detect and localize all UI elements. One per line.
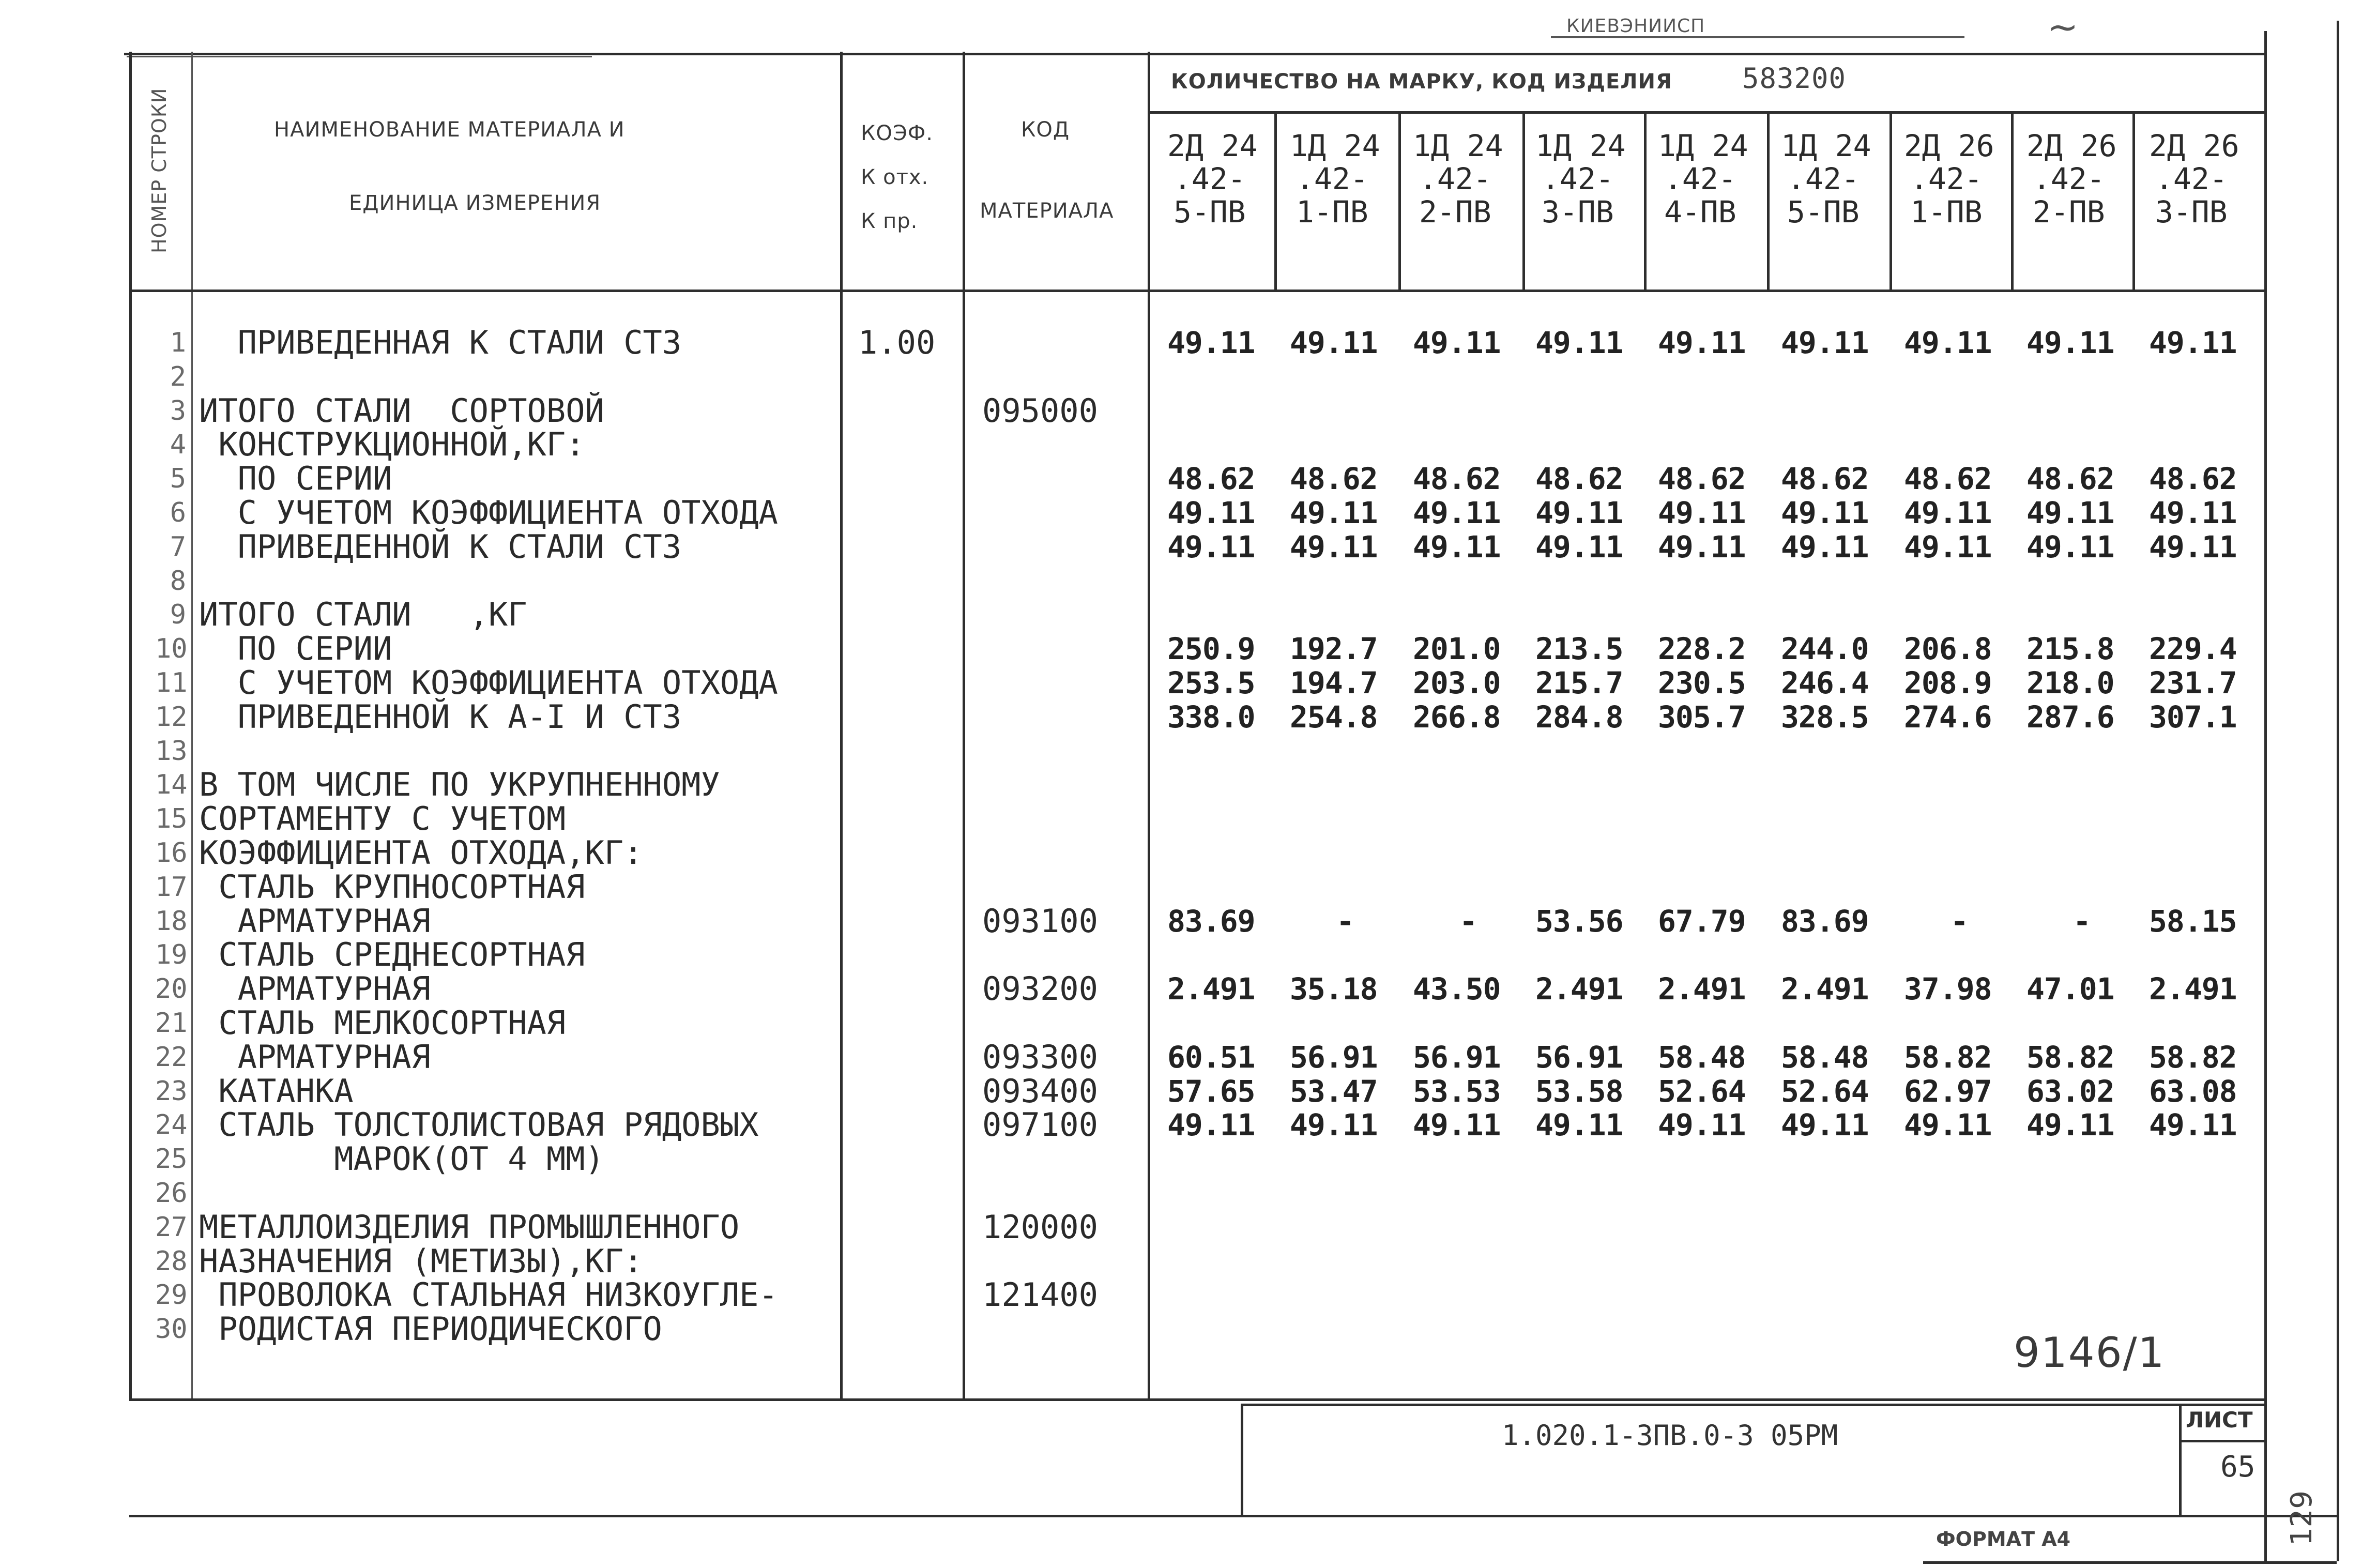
row-number: 12 [155, 702, 188, 733]
row-number: 27 [155, 1212, 188, 1243]
sheet-label: ЛИСТ [2186, 1407, 2253, 1433]
product-code: 583200 [1742, 62, 1847, 95]
row-number-header: НОМЕР СТРОКИ [148, 87, 171, 253]
quantity-value: 253.5 [1167, 665, 1255, 701]
quantity-value: 49.11 [1535, 325, 1623, 360]
code-header-1: КОД [1021, 118, 1070, 142]
mark-header-5-line-1: 1Д 24 [1658, 128, 1748, 163]
quantity-value: 49.11 [2149, 529, 2237, 565]
row-number: 23 [155, 1076, 188, 1107]
quantity-value: 49.11 [1781, 495, 1869, 530]
mark-header-7-line-3: 1-ПВ [1910, 194, 1983, 230]
mark-header-7-line-2: .42- [1910, 161, 1983, 196]
mark-header-8-line-1: 2Д 26 [2026, 128, 2117, 163]
mark-header-9-line-3: 3-ПВ [2155, 194, 2228, 230]
material-name: СТАЛЬ КРУПНОСОРТНАЯ [199, 868, 585, 906]
quantity-value: 56.91 [1535, 1040, 1623, 1075]
mark-header-1-line-2: .42- [1174, 161, 1246, 196]
quantity-value: 49.11 [1535, 1107, 1623, 1143]
quantity-value: 49.11 [1413, 1107, 1501, 1143]
quantity-value: 49.11 [2026, 325, 2114, 360]
quantity-value: 49.11 [1167, 325, 1255, 360]
row-number: 24 [155, 1109, 188, 1140]
material-code: 097100 [982, 1106, 1098, 1144]
mark-header-5-line-2: .42- [1664, 161, 1736, 196]
material-code: 095000 [982, 392, 1098, 430]
row-number: 16 [155, 838, 188, 869]
quantity-value: 215.8 [2026, 631, 2114, 666]
quantity-value: 49.11 [1781, 1107, 1869, 1143]
quantity-value: 215.7 [1535, 665, 1623, 701]
quantity-value: 49.11 [1290, 1107, 1378, 1143]
quantity-value: 2.491 [1535, 971, 1623, 1007]
quantity-value: 56.91 [1290, 1040, 1378, 1075]
row-number: 9 [170, 599, 186, 630]
material-code: 093400 [982, 1072, 1098, 1110]
row-number: 5 [170, 463, 186, 494]
row-number: 6 [170, 497, 186, 528]
row-number: 21 [155, 1008, 188, 1039]
quantity-value: 35.18 [1290, 971, 1378, 1007]
quantity-value: 49.11 [1904, 325, 1992, 360]
material-name: МАРОК(ОТ 4 ММ) [199, 1140, 604, 1178]
mark-header-3-line-3: 2-ПВ [1419, 194, 1491, 230]
row-number: 26 [155, 1178, 188, 1209]
material-name-header-1: НАИМЕНОВАНИЕ МАТЕРИАЛА И [274, 118, 625, 142]
row-number: 13 [155, 736, 188, 767]
material-code: 121400 [982, 1276, 1098, 1314]
quantity-value: 49.11 [1658, 1107, 1746, 1143]
quantity-value: 49.11 [2026, 1107, 2114, 1143]
quantity-value: 206.8 [1904, 631, 1992, 666]
row-number: 7 [170, 531, 186, 562]
mark-header-4-line-2: .42- [1542, 161, 1614, 196]
quantity-value: - [1336, 904, 1354, 939]
row-number: 2 [170, 361, 186, 392]
row-number: 15 [155, 803, 188, 834]
mark-header-2-line-2: .42- [1296, 161, 1368, 196]
quantity-value: 48.62 [1413, 461, 1501, 496]
row-number: 10 [155, 633, 188, 664]
quantity-value: 231.7 [2149, 665, 2237, 701]
quantity-value: 284.8 [1535, 699, 1623, 735]
quantity-value: - [1459, 904, 1477, 939]
mark-header-5-line-3: 4-ПВ [1664, 194, 1736, 230]
quantity-value: 246.4 [1781, 665, 1869, 701]
quantity-value: 49.11 [1413, 325, 1501, 360]
mark-header-9-line-2: .42- [2155, 161, 2228, 196]
quantity-value: 250.9 [1167, 631, 1255, 666]
quantity-value: 53.47 [1290, 1074, 1378, 1109]
quantity-value: 49.11 [1904, 495, 1992, 530]
coef-header-3: К пр. [861, 209, 918, 233]
quantity-value: 266.8 [1413, 699, 1501, 735]
material-name: СОРТАМЕНТУ С УЧЕТОМ [199, 800, 566, 838]
mark-header-6-line-2: .42- [1787, 161, 1860, 196]
quantity-value: 274.6 [1904, 699, 1992, 735]
mark-header-7-line-1: 2Д 26 [1904, 128, 1994, 163]
mark-header-8-line-2: .42- [2033, 161, 2105, 196]
mark-header-4-line-3: 3-ПВ [1542, 194, 1614, 230]
quantity-value: 49.11 [1413, 529, 1501, 565]
material-name: СТАЛЬ ТОЛСТОЛИСТОВАЯ РЯДОВЫХ [199, 1106, 759, 1144]
mark-header-1-line-1: 2Д 24 [1167, 128, 1258, 163]
quantity-value: 49.11 [1290, 495, 1378, 530]
mark-header-6-line-1: 1Д 24 [1781, 128, 1871, 163]
quantity-value: 213.5 [1535, 631, 1623, 666]
mark-header-9-line-1: 2Д 26 [2149, 128, 2239, 163]
quantity-value: 63.08 [2149, 1074, 2237, 1109]
quantity-value: 48.62 [1658, 461, 1746, 496]
quantity-value: 58.82 [2149, 1040, 2237, 1075]
quantity-value: 49.11 [2149, 325, 2237, 360]
quantity-value: 2.491 [1658, 971, 1746, 1007]
quantity-value: 83.69 [1781, 904, 1869, 939]
quantity-value: 328.5 [1781, 699, 1869, 735]
material-name: ИТОГО СТАЛИ СОРТОВОЙ [199, 392, 604, 430]
quantity-value: 2.491 [1167, 971, 1255, 1007]
quantity-value: 49.11 [1290, 529, 1378, 565]
quantity-value: 62.97 [1904, 1074, 1992, 1109]
quantity-value: 43.50 [1413, 971, 1501, 1007]
quantity-value: 83.69 [1167, 904, 1255, 939]
quantity-value: 67.79 [1658, 904, 1746, 939]
mark-header-8-line-3: 2-ПВ [2033, 194, 2105, 230]
mark-header-2-line-3: 1-ПВ [1296, 194, 1368, 230]
quantity-value: 52.64 [1781, 1074, 1869, 1109]
side-number: 129 [2285, 1490, 2319, 1546]
material-name: ПО СЕРИИ [199, 630, 392, 667]
row-number: 30 [155, 1314, 188, 1345]
quantity-value: 47.01 [2026, 971, 2114, 1007]
quantity-value: 60.51 [1167, 1040, 1255, 1075]
material-name: АРМАТУРНАЯ [199, 970, 431, 1008]
quantity-value: 287.6 [2026, 699, 2114, 735]
mark-header-6-line-3: 5-ПВ [1787, 194, 1860, 230]
quantity-value: 230.5 [1658, 665, 1746, 701]
quantity-value: 48.62 [1904, 461, 1992, 496]
row-number: 1 [170, 327, 186, 358]
quantity-value: 49.11 [1413, 495, 1501, 530]
material-code: 093300 [982, 1038, 1098, 1076]
quantity-value: 49.11 [2149, 495, 2237, 530]
row-number: 18 [155, 906, 188, 937]
quantity-value: 52.64 [1658, 1074, 1746, 1109]
row-number: 29 [155, 1280, 188, 1311]
inventory-number: 9146/1 [2014, 1329, 2166, 1377]
quantity-value: 49.11 [1167, 529, 1255, 565]
quantity-value: 49.11 [1167, 495, 1255, 530]
quantity-value: 48.62 [1535, 461, 1623, 496]
row-number: 19 [155, 939, 188, 970]
material-name: ПО СЕРИИ [199, 460, 392, 497]
quantity-value: 2.491 [1781, 971, 1869, 1007]
material-name: ПРИВЕДЕННОЙ К А-I И СТ3 [199, 698, 682, 736]
material-code: 093200 [982, 970, 1098, 1008]
quantity-value: 201.0 [1413, 631, 1501, 666]
quantity-value: 228.2 [1658, 631, 1746, 666]
material-name: ПРОВОЛОКА СТАЛЬНАЯ НИЗКОУГЛЕ- [199, 1276, 778, 1314]
quantity-value: 49.11 [1658, 325, 1746, 360]
signature: ~ [2047, 5, 2079, 49]
stamp-left: КИЕВЭНИИСП [1566, 16, 1705, 37]
quantity-value: 229.4 [2149, 631, 2237, 666]
quantity-value: 208.9 [1904, 665, 1992, 701]
quantity-value: 53.56 [1535, 904, 1623, 939]
quantity-value: 49.11 [1167, 1107, 1255, 1143]
format-label: ФОРМАТ А4 [1936, 1528, 2071, 1550]
row-number: 22 [155, 1042, 188, 1073]
quantity-value: 49.11 [1290, 325, 1378, 360]
row-number: 17 [155, 872, 188, 903]
material-name: МЕТАЛЛОИЗДЕЛИЯ ПРОМЫШЛЕННОГО [199, 1208, 740, 1246]
quantity-value: 48.62 [1290, 461, 1378, 496]
quantity-value: 194.7 [1290, 665, 1378, 701]
material-name: ИТОГО СТАЛИ ,КГ [199, 596, 527, 633]
quantity-value: 53.58 [1535, 1074, 1623, 1109]
quantity-value: 37.98 [1904, 971, 1992, 1007]
code-header-2: МАТЕРИАЛА [980, 199, 1114, 223]
sheet-number: 65 [2220, 1450, 2256, 1484]
row-number: 11 [155, 667, 188, 698]
material-name: КОЭФФИЦИЕНТА ОТХОДА,КГ: [199, 834, 643, 872]
quantity-value: 48.62 [2149, 461, 2237, 496]
row-number: 25 [155, 1144, 188, 1175]
quantity-value: - [1950, 904, 1968, 939]
row-number: 4 [170, 429, 186, 460]
material-name: ПРИВЕДЕННОЙ К СТАЛИ СТ3 [199, 528, 682, 566]
quantity-value: 49.11 [2026, 495, 2114, 530]
doc-code: 1.020.1-3ПВ.0-3 05РМ [1502, 1419, 1838, 1452]
quantity-value: 48.62 [1781, 461, 1869, 496]
quantity-value: 49.11 [1904, 1107, 1992, 1143]
mark-header-1-line-3: 5-ПВ [1174, 194, 1246, 230]
mark-header-3-line-2: .42- [1419, 161, 1491, 196]
quantity-value: 58.48 [1658, 1040, 1746, 1075]
quantity-value: - [2073, 904, 2091, 939]
quantity-value: 57.65 [1167, 1074, 1255, 1109]
quantity-value: 49.11 [1781, 529, 1869, 565]
quantity-value: 49.11 [1658, 529, 1746, 565]
quantity-value: 49.11 [2149, 1107, 2237, 1143]
quantity-value: 307.1 [2149, 699, 2237, 735]
material-name: СТАЛЬ МЕЛКОСОРТНАЯ [199, 1004, 566, 1042]
material-name: РОДИСТАЯ ПЕРИОДИЧЕСКОГО [199, 1310, 662, 1348]
quantity-value: 305.7 [1658, 699, 1746, 735]
quantity-value: 58.82 [2026, 1040, 2114, 1075]
quantity-value: 49.11 [1781, 325, 1869, 360]
material-code: 120000 [982, 1208, 1098, 1246]
quantity-value: 58.15 [2149, 904, 2237, 939]
quantity-value: 49.11 [2026, 529, 2114, 565]
quantity-value: 63.02 [2026, 1074, 2114, 1109]
quantity-value: 58.48 [1781, 1040, 1869, 1075]
quantity-value: 203.0 [1413, 665, 1501, 701]
quantity-value: 49.11 [1658, 495, 1746, 530]
quantity-value: 49.11 [1535, 529, 1623, 565]
material-name: В ТОМ ЧИСЛЕ ПО УКРУПНЕННОМУ [199, 766, 720, 803]
mark-header-3-line-1: 1Д 24 [1413, 128, 1503, 163]
row-number: 8 [170, 566, 186, 597]
quantity-value: 2.491 [2149, 971, 2237, 1007]
quantity-value: 58.82 [1904, 1040, 1992, 1075]
material-name: С УЧЕТОМ КОЭФФИЦИЕНТА ОТХОДА [199, 494, 778, 531]
quantity-value: 254.8 [1290, 699, 1378, 735]
material-name-header-2: ЕДИНИЦА ИЗМЕРЕНИЯ [349, 191, 601, 215]
row-number: 20 [155, 973, 188, 1004]
quantity-value: 338.0 [1167, 699, 1255, 735]
quantity-value: 218.0 [2026, 665, 2114, 701]
row-number: 3 [170, 395, 186, 427]
material-name: АРМАТУРНАЯ [199, 1038, 431, 1076]
mark-header-4-line-1: 1Д 24 [1535, 128, 1626, 163]
material-name: АРМАТУРНАЯ [199, 902, 431, 940]
row-number: 28 [155, 1246, 188, 1277]
material-name: СТАЛЬ СРЕДНЕСОРТНАЯ [199, 936, 585, 973]
quantity-value: 56.91 [1413, 1040, 1501, 1075]
material-name: С УЧЕТОМ КОЭФФИЦИЕНТА ОТХОДА [199, 664, 778, 702]
material-name: КОНСТРУКЦИОННОЙ,КГ: [199, 425, 585, 463]
coef-header-1: КОЭФ. [861, 121, 933, 145]
coef-header-2: К отх. [861, 165, 929, 189]
quantity-value: 192.7 [1290, 631, 1378, 666]
quantity-value: 48.62 [2026, 461, 2114, 496]
coef-value: 1.00 [858, 324, 936, 361]
mark-header-2-line-1: 1Д 24 [1290, 128, 1380, 163]
quantity-value: 49.11 [1904, 529, 1992, 565]
quantity-value: 53.53 [1413, 1074, 1501, 1109]
row-number: 14 [155, 769, 188, 800]
quantity-value: 48.62 [1167, 461, 1255, 496]
quantity-value: 49.11 [1535, 495, 1623, 530]
quantity-header: КОЛИЧЕСТВО НА МАРКУ, КОД ИЗДЕЛИЯ [1171, 70, 1672, 94]
material-name: НАЗНАЧЕНИЯ (МЕТИЗЫ),КГ: [199, 1242, 643, 1280]
material-code: 093100 [982, 902, 1098, 940]
material-name: ПРИВЕДЕННАЯ К СТАЛИ СТ3 [199, 324, 682, 361]
quantity-value: 244.0 [1781, 631, 1869, 666]
material-name: КАТАНКА [199, 1072, 354, 1110]
